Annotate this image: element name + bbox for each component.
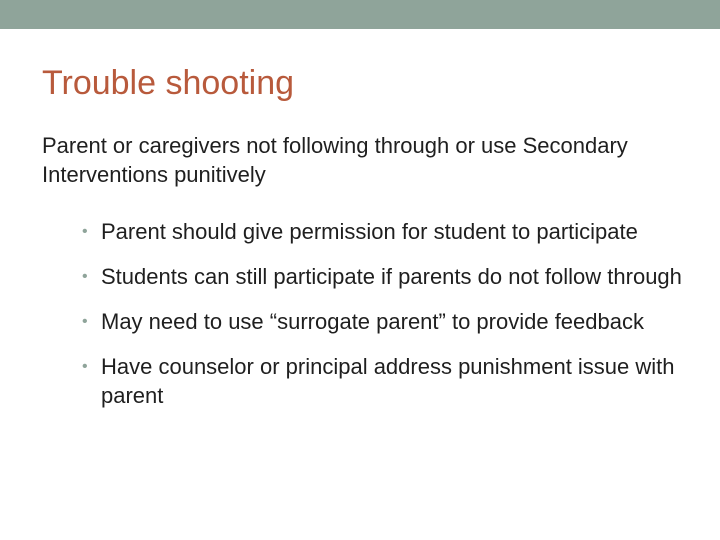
slide-body: [42, 131, 682, 410]
bullet-icon: •: [82, 313, 88, 330]
bullet-text: May need to use “surrogate parent” to provide feedback: [101, 309, 644, 334]
bullet-item: [42, 307, 682, 336]
bullet-item: [42, 352, 682, 410]
bullet-item: [42, 262, 682, 291]
slide-title: Trouble shooting: [42, 64, 295, 102]
bullet-text: Parent should give permission for student to participate: [101, 219, 638, 244]
top-accent-bar: [0, 0, 720, 29]
bullet-icon: •: [82, 223, 88, 240]
bullet-list: [42, 217, 682, 410]
bullet-icon: •: [82, 358, 88, 375]
bullet-icon: •: [82, 268, 88, 285]
bullet-text: Students can still participate if parents do not follow through: [101, 264, 682, 289]
lead-paragraph: Parent or caregivers not following through or use Secondary Interventions punitively: [42, 133, 628, 187]
bullet-text: Have counselor or principal address punishment issue with parent: [101, 354, 675, 408]
bullet-item: [42, 217, 682, 246]
